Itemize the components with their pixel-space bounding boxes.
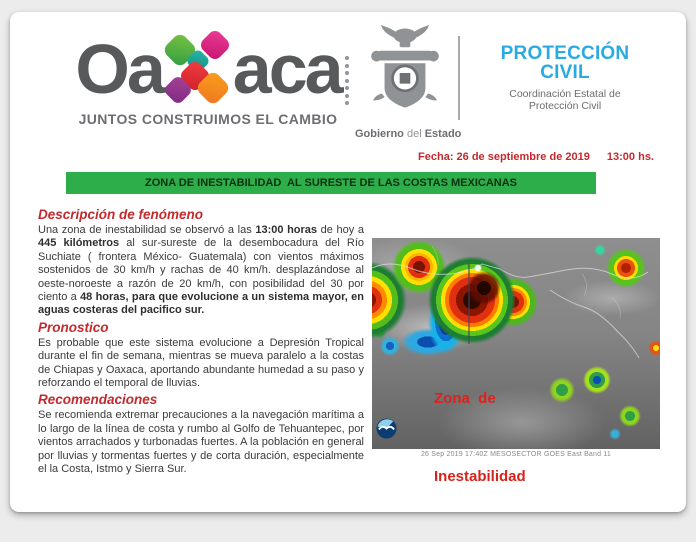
satellite-figure xyxy=(372,238,660,485)
description-paragraph: Una zona de inestabilidad se observó a las 13:00 horas de hoy a 445 kilómetros al sur-sureste de la desembocadura del Río Suchiate ( frontera México- Guatemala) con vientos máximos sostenidos de 30 km/h y rachas de 40 km/h. desplazándose al oeste-noroeste a razón de 20 km/h, con posibilidad del 30 por ciento a 48 horas, para que evolucione a un sistema mayor, en aguas costeras del pacifico sur. xyxy=(38,224,364,317)
brand-tagline: JUNTOS CONSTRUIMOS EL CAMBIO xyxy=(78,111,338,127)
section-title-recommendations: Recomendaciones xyxy=(38,392,158,408)
body-text-column xyxy=(38,206,364,479)
headline-banner xyxy=(66,172,596,194)
location-marker-line xyxy=(468,264,470,344)
proteccion-civil-block xyxy=(465,44,665,112)
section-title-forecast: Pronostico xyxy=(38,319,109,335)
headline-text: ZONA DE INESTABILIDAD AL SURESTE DE LAS COSTAS MEXICANAS xyxy=(145,177,517,189)
noaa-logo-icon xyxy=(376,418,397,444)
oaxaca-logo xyxy=(68,30,348,127)
state-seal-icon xyxy=(365,24,445,122)
brand-prefix: Oa xyxy=(75,30,163,108)
recommendations-paragraph: Se recomienda extremar precauciones a la navegación marítima a lo largo de la línea de costa y rumbo al Golfo de Tehuantepec, por vientos arrachados y turbonadas fuertes. A la población en general por lluvias y tormentas fuertes y de corta duración, especialmente el la Costa, Istmo y Sierra Sur. xyxy=(38,409,364,476)
date-line xyxy=(418,151,654,163)
state-seal-block xyxy=(355,24,462,140)
forecast-paragraph: Es probable que este sistema evolucione a Depresión Tropical durante el fin de semana, mientras se mueva paralelo a la costas de Chiapas y Oaxaca, aportando abundante humedad a su paso y reforzando el temporal de lluvias. xyxy=(38,336,364,390)
dotted-divider xyxy=(345,56,349,105)
date-label: Fecha: 26 de septiembre de 2019 xyxy=(418,151,590,163)
header-divider xyxy=(458,36,460,120)
instability-zone-label: Zona de Inestabilidad xyxy=(434,390,526,485)
proteccion-civil-subtitle: Coordinación Estatal de Protección Civil xyxy=(509,88,621,112)
oaxaca-x-diamonds-icon xyxy=(166,32,230,106)
government-label: Gobierno del Estado xyxy=(355,128,462,140)
brand-suffix: aca xyxy=(232,30,341,108)
section-title-description: Descripción de fenómeno xyxy=(38,207,204,222)
proteccion-civil-title: PROTECCIÓN CIVIL xyxy=(500,43,630,83)
time-label: 13:00 hs. xyxy=(606,151,654,163)
bulletin-page xyxy=(10,12,686,512)
oaxaca-wordmark xyxy=(68,30,348,108)
satellite-caption: 26 Sep 2019 17:40Z MESOSECTOR GOES East Band 11 xyxy=(420,451,612,458)
